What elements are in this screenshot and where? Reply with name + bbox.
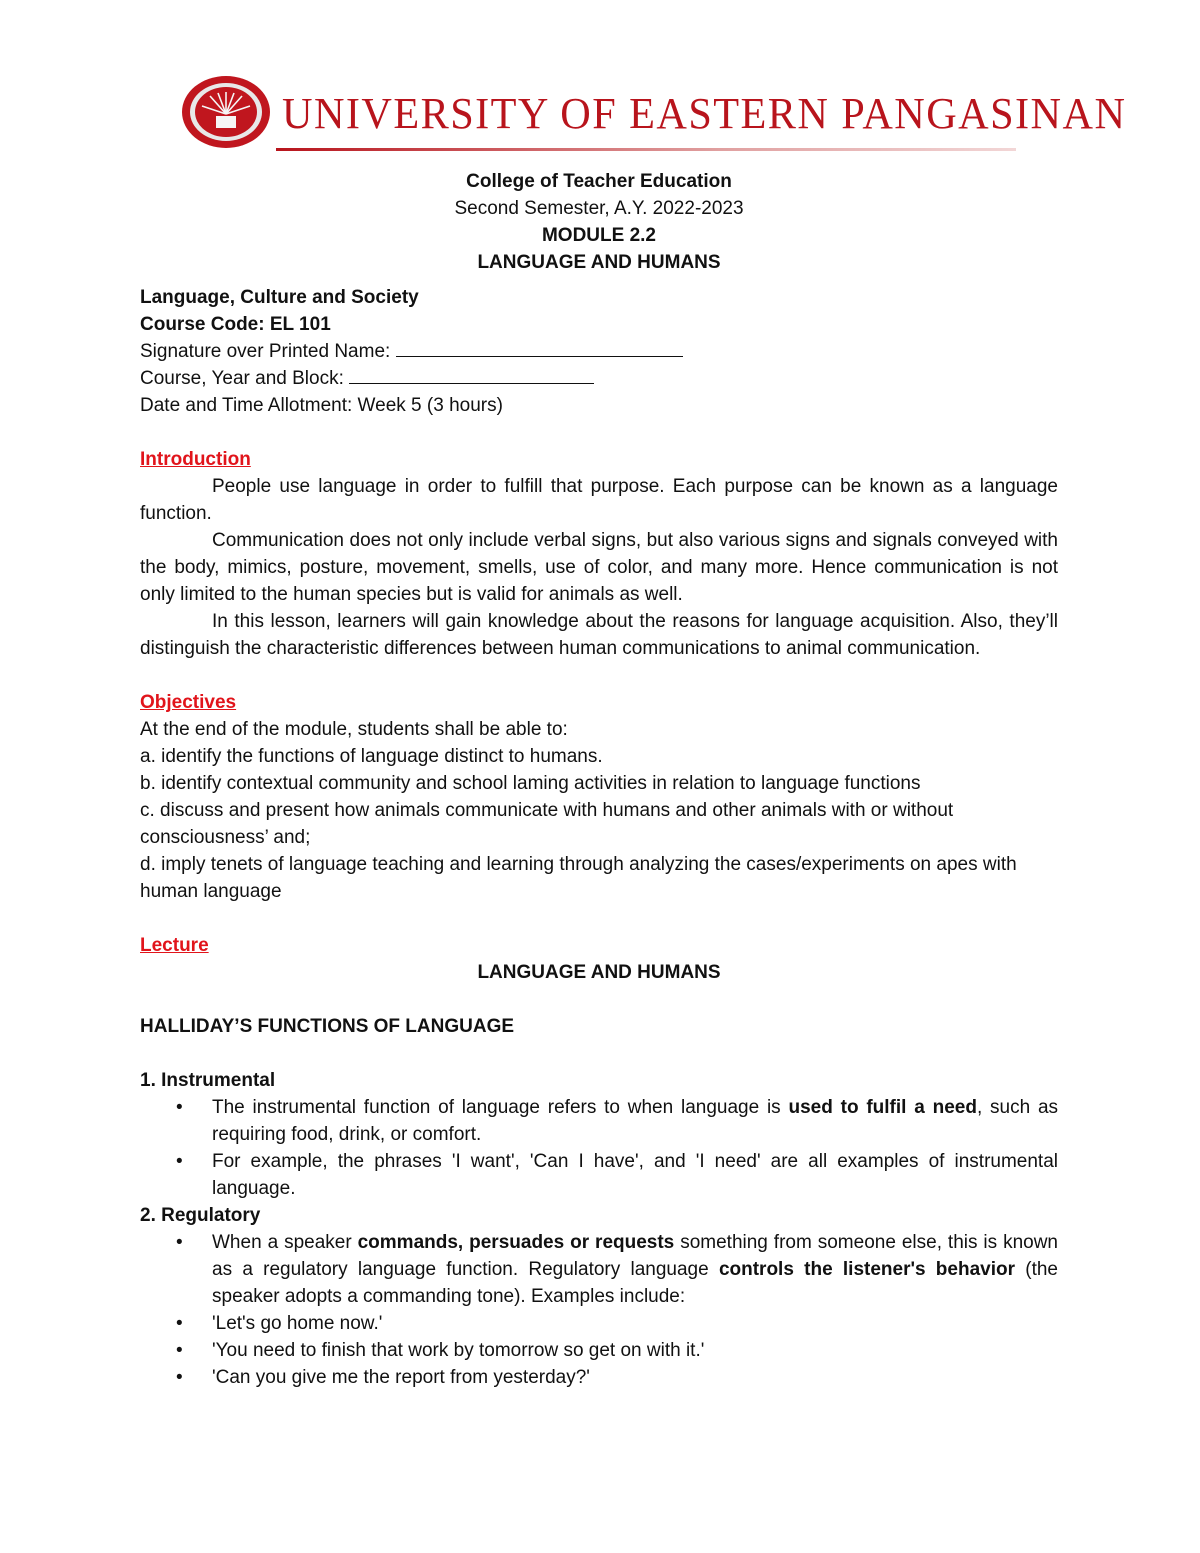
- college-name: College of Teacher Education: [466, 171, 732, 192]
- bullet-icon: •: [176, 1232, 183, 1253]
- lecture-title: LANGUAGE AND HUMANS: [477, 962, 721, 983]
- lecture-heading: Lecture: [140, 935, 209, 956]
- block-blank[interactable]: [349, 367, 594, 384]
- signature-field: [140, 338, 1058, 365]
- instrumental-list: [140, 1094, 1058, 1202]
- objective-item: a. identify the functions of language distinct to humans.: [140, 746, 603, 767]
- introduction-heading: Introduction: [140, 449, 251, 470]
- objective-item: d. imply tenets of language teaching and learning through analyzing the cases/experiments on apes with human language: [140, 854, 1017, 902]
- bullet-icon: •: [176, 1313, 183, 1334]
- objective-item: c. discuss and present how animals communicate with humans and other animals with or without consciousness’ and;: [140, 800, 954, 848]
- university-name: UNIVERSITY OF EASTERN PANGASINAN: [282, 89, 1127, 138]
- regulatory-list: [140, 1229, 1058, 1391]
- semester-label: Second Semester, A.Y. 2022-2023: [454, 198, 744, 219]
- instrumental-heading: 1. Instrumental: [140, 1070, 276, 1091]
- intro-paragraph-1: People use language in order to fulfill that purpose. Each purpose can be known as a language function.: [140, 476, 1058, 524]
- intro-paragraph-2: Communication does not only include verbal signs, but also various signs and signals conveyed with the body, mimics, posture, movement, smells, use of color, and many more. Hence communication is not only limited to the human species but is valid for animals as well.: [140, 530, 1058, 605]
- bullet-icon: •: [176, 1367, 183, 1388]
- course-name: Language, Culture and Society: [140, 287, 419, 308]
- list-item: • For example, the phrases 'I want', 'Can I have', and 'I need' are all examples of instrumental language.: [140, 1148, 1058, 1202]
- objective-item: b. identify contextual community and school laming activities in relation to language functions: [140, 773, 921, 794]
- lecture-subtitle: HALLIDAY’S FUNCTIONS OF LANGUAGE: [140, 1016, 515, 1037]
- university-seal-icon: [180, 74, 272, 150]
- date-time-allotment: Date and Time Allotment: Week 5 (3 hours): [140, 395, 503, 416]
- module-title: LANGUAGE AND HUMANS: [477, 252, 721, 273]
- document-header: [180, 66, 1127, 158]
- objectives-lead: At the end of the module, students shall be able to:: [140, 719, 568, 740]
- signature-label: Signature over Printed Name:: [140, 341, 396, 362]
- block-field: [140, 365, 1058, 392]
- course-code: Course Code: EL 101: [140, 314, 331, 335]
- list-item: • 'Let's go home now.': [140, 1310, 1058, 1337]
- objectives-heading: Objectives: [140, 692, 237, 713]
- document-body: [140, 168, 1058, 1391]
- block-label: Course, Year and Block:: [140, 368, 350, 389]
- signature-blank[interactable]: [396, 340, 683, 357]
- header-divider: [276, 148, 1016, 151]
- list-item: • 'Can you give me the report from yesterday?': [140, 1364, 1058, 1391]
- list-item: • 'You need to finish that work by tomorrow so get on with it.': [140, 1337, 1058, 1364]
- list-item: • When a speaker commands, persuades or requests something from someone else, this is known as a regulatory language function. Regulatory language controls the listener's behavior (the speaker adopts a commanding tone). Examples include:: [140, 1229, 1058, 1310]
- module-number: MODULE 2.2: [541, 225, 657, 246]
- intro-paragraph-3: In this lesson, learners will gain knowledge about the reasons for language acquisition. Also, they’ll distinguish the characteristic differences between human communications to animal communication.: [140, 611, 1058, 659]
- regulatory-heading: 2. Regulatory: [140, 1205, 261, 1226]
- bullet-icon: •: [176, 1151, 183, 1172]
- bullet-icon: •: [176, 1097, 183, 1118]
- bullet-icon: •: [176, 1340, 183, 1361]
- list-item: • The instrumental function of language refers to when language is used to fulfil a need, such as requiring food, drink, or comfort.: [140, 1094, 1058, 1148]
